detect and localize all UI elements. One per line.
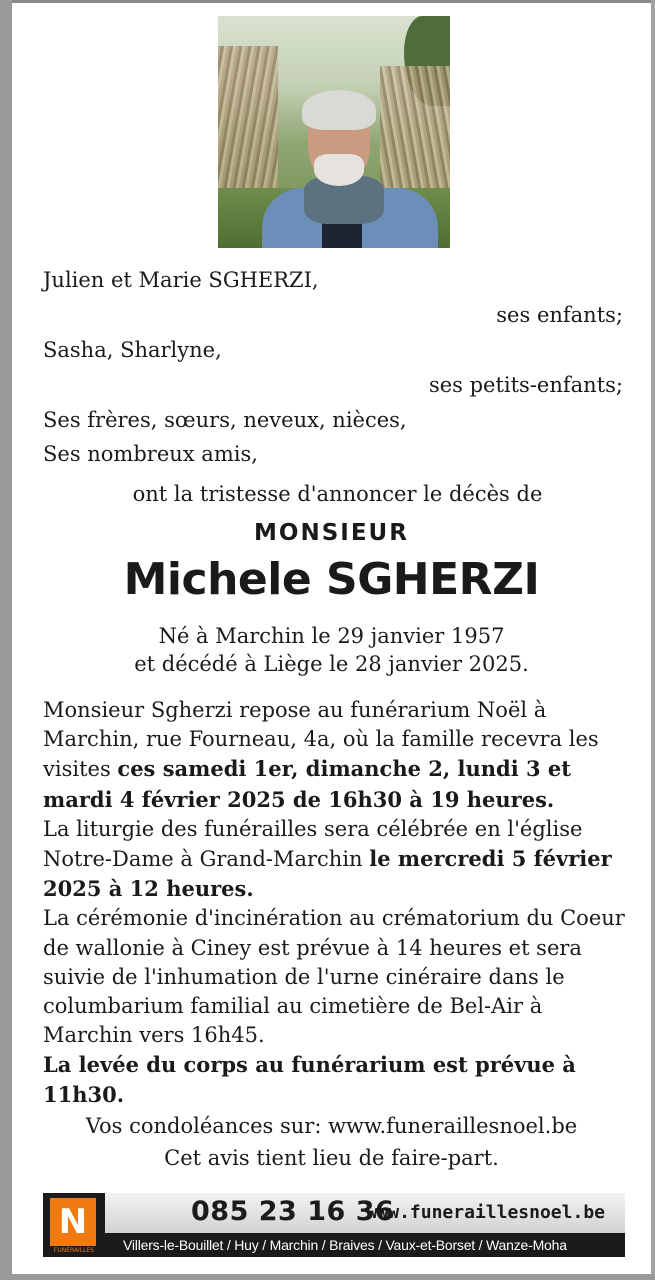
- page-bottom-border: [0, 1274, 655, 1280]
- banner-top-strip: [105, 1193, 625, 1233]
- funeral-home-banner: [43, 1193, 625, 1257]
- funeral-details: [43, 696, 633, 1109]
- page-right-border: [651, 0, 655, 1280]
- phone-number: 085 23 16 36: [191, 1196, 395, 1227]
- photo-beard: [314, 154, 364, 186]
- page-left-border: [0, 0, 12, 1280]
- grandchildren-role: ses petits-enfants;: [428, 373, 623, 397]
- children-names: Julien et Marie SGHERZI,: [43, 268, 319, 292]
- page-top-border: [0, 0, 655, 3]
- children-role: ses enfants;: [496, 303, 623, 327]
- visit-dates: ces samedi 1er, dimanche 2, lundi 3 et mardi 4 février 2025 de 16h30 à 19 heures.: [43, 756, 571, 812]
- portrait-photo: [218, 16, 450, 248]
- liturgy-date: le mercredi 5 février 2025 à 12 heures.: [43, 846, 612, 902]
- funeral-home-logo: [43, 1193, 105, 1257]
- birth-line: Né à Marchin le 29 janvier 1957: [158, 624, 505, 648]
- logo-letter: N: [50, 1198, 96, 1246]
- liturgy-text: La liturgie des funérailles sera célébrée en l'église Notre-Dame à Grand-Marchin: [43, 816, 583, 872]
- photo-hair: [302, 90, 376, 130]
- condolences-line: Vos condoléances sur: www.funeraillesnoel.be: [85, 1114, 578, 1138]
- rest-paragraph: [43, 696, 633, 815]
- rest-text: Monsieur Sgherzi repose au funérarium Noël à Marchin, rue Fourneau, 4a, où la famille recevra les visites: [43, 698, 599, 782]
- faire-part-line: Cet avis tient lieu de faire-part.: [164, 1146, 499, 1170]
- website-link[interactable]: www.funeraillesnoel.be: [366, 1202, 605, 1223]
- locations-list: Villers-le-Bouillet / Huy / Marchin / Braives / Vaux-et-Borset / Wanze-Moha: [123, 1237, 567, 1253]
- honorific: MONSIEUR: [254, 520, 409, 546]
- death-line: et décédé à Liège le 28 janvier 2025.: [134, 652, 529, 676]
- siblings-line: Ses frères, sœurs, neveux, nièces,: [43, 408, 407, 432]
- liturgy-paragraph: [43, 815, 633, 905]
- friends-line: Ses nombreux amis,: [43, 442, 258, 466]
- levee-paragraph: La levée du corps au funérarium est prévue à 11h30.: [43, 1052, 576, 1107]
- deceased-name: Michele SGHERZI: [123, 554, 540, 605]
- announcement-line: ont la tristesse d'annoncer le décès de: [132, 482, 543, 506]
- logo-caption: FUNÉRAILLES: [53, 1247, 95, 1254]
- grandchildren-names: Sasha, Sharlyne,: [43, 338, 222, 362]
- cremation-paragraph: La cérémonie d'incinération au crématorium du Coeur de wallonie à Ciney est prévue à 14 heures et sera suivie de l'inhumation de l'urne cinéraire dans le columbarium familial au cimetière de Bel-Air à Marchin vers 16h45.: [43, 906, 625, 1048]
